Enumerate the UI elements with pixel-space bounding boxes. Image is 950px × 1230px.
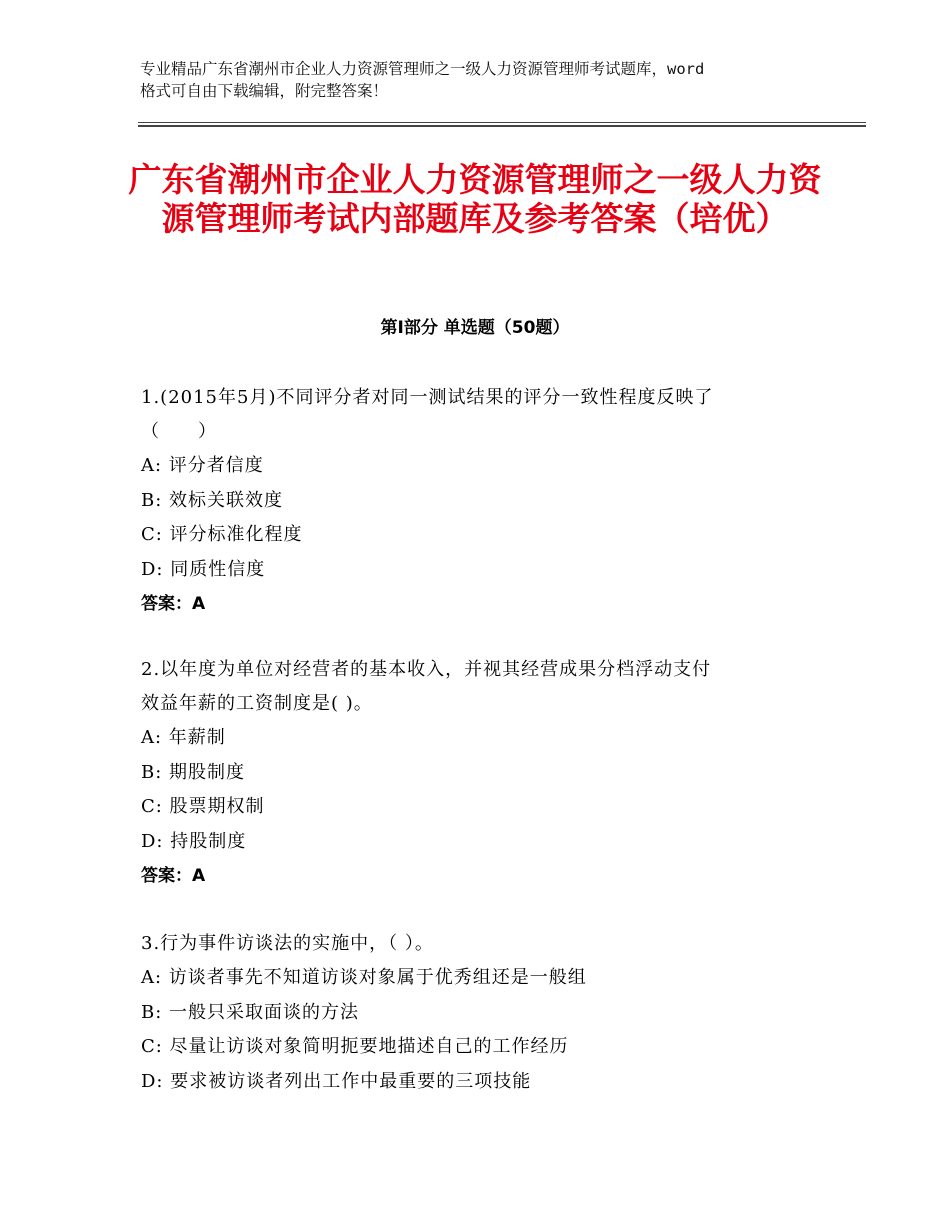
option-c: C: 股票期权制 xyxy=(141,796,265,817)
question-1 xyxy=(141,381,821,621)
header-note xyxy=(140,58,840,102)
question-2 xyxy=(141,653,821,893)
question-stem: 2.以年度为单位对经营者的基本收入，并视其经营成果分档浮动支付 效益年薪的工资制度是( )。 xyxy=(141,659,712,714)
section-heading: 第Ⅰ部分 单选题（50题） xyxy=(380,318,570,338)
option-b: B: 期股制度 xyxy=(141,761,246,783)
option-b: B: 一般只采取面谈的方法 xyxy=(141,1001,360,1023)
option-a: A: 年薪制 xyxy=(141,727,226,748)
document-title: 广东省潮州市企业人力资源管理师之一级人力资源管理师考试内部题库及参考答案（培优） xyxy=(128,160,822,238)
option-d: D: 持股制度 xyxy=(141,830,247,852)
option-b: B: 效标关联效度 xyxy=(141,489,284,511)
option-d: D: 同质性信度 xyxy=(141,558,266,580)
option-c: C: 评分标准化程度 xyxy=(141,524,303,545)
header-note-line-1: 专业精品广东省潮州市企业人力资源管理师之一级人力资源管理师考试题库，word xyxy=(140,60,705,78)
option-d: D: 要求被访谈者列出工作中最重要的三项技能 xyxy=(141,1070,532,1092)
question-stem: 1.(2015年5月)不同评分者对同一测试结果的评分一致性程度反映了 （ ） xyxy=(141,387,714,442)
question-3 xyxy=(141,927,821,1099)
option-a: A: 评分者信度 xyxy=(141,455,264,476)
header-divider-thick xyxy=(138,125,866,127)
header-divider-thin xyxy=(138,122,866,123)
option-a: A: 访谈者事先不知道访谈对象属于优秀组还是一般组 xyxy=(141,967,587,988)
answer-line: 答案：A xyxy=(141,866,206,886)
question-stem: 3.行为事件访谈法的实施中，（ ）。 xyxy=(141,933,434,954)
header-note-line-2: 格式可自由下载编辑，附完整答案！ xyxy=(140,82,389,100)
option-c: C: 尽量让访谈对象简明扼要地描述自己的工作经历 xyxy=(141,1036,569,1057)
answer-line: 答案：A xyxy=(141,594,206,614)
